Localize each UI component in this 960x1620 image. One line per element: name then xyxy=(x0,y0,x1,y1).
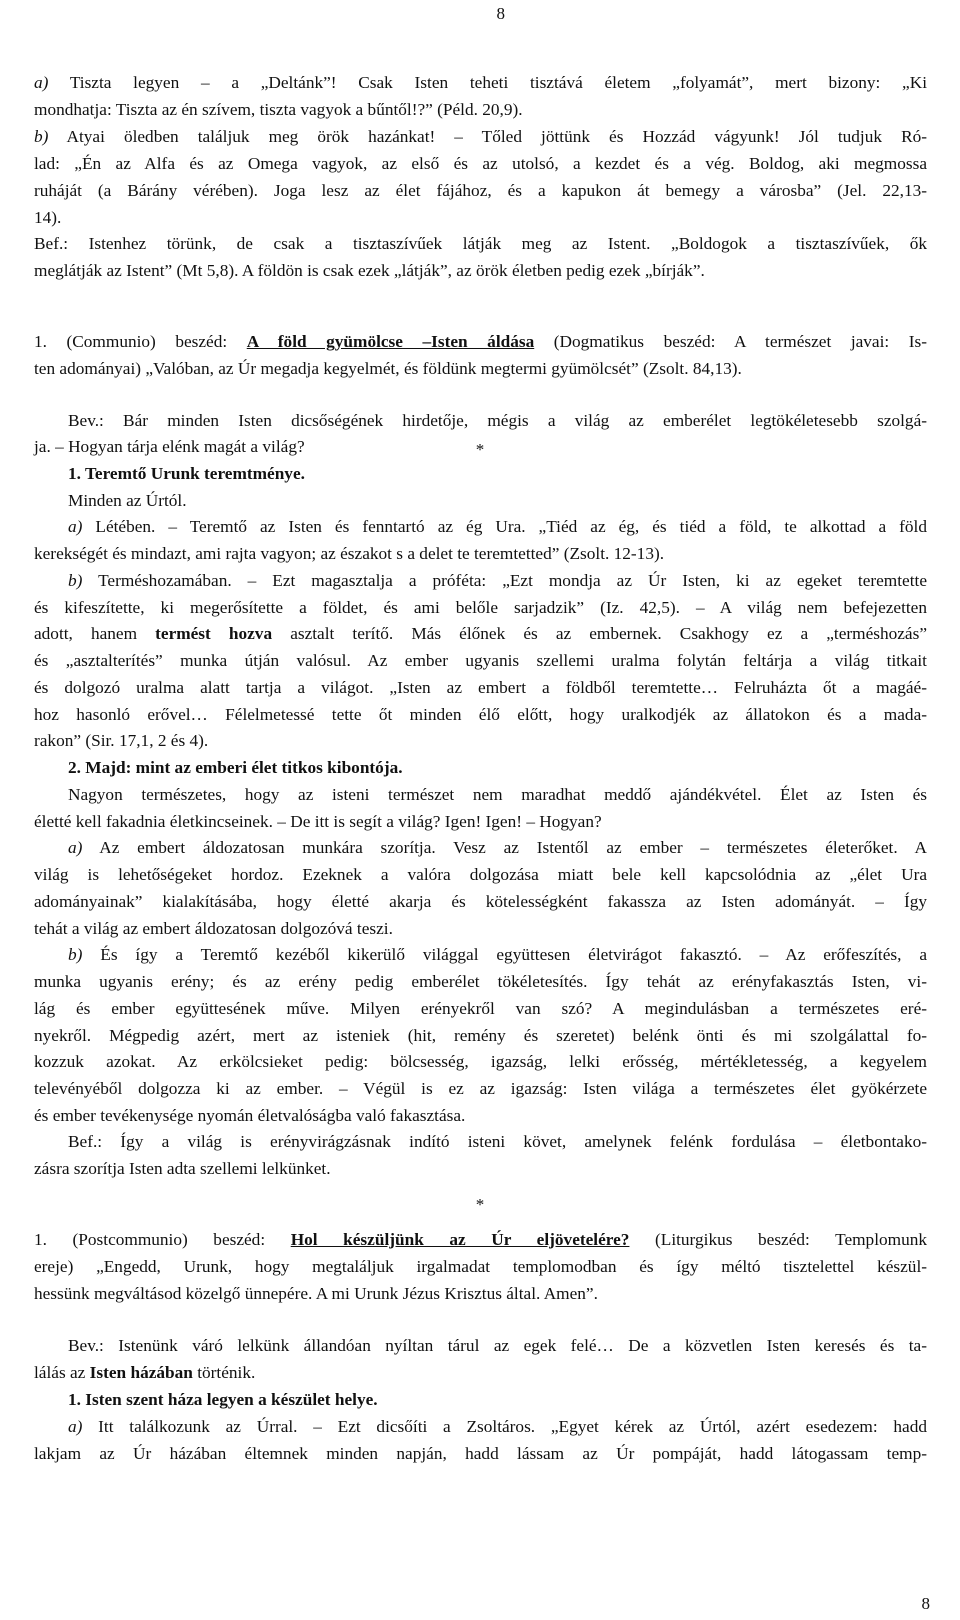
text-line xyxy=(68,756,927,780)
text-segment: nyekről. Mégpedig azért, mert az isteniek (hit, remény és szeretet) belénk önti és mi szolgálattal fo- xyxy=(34,1026,927,1045)
text-segment: Atyai öledben találjuk meg örök hazánkat! – Tőled jöttünk és Hozzád vágyunk! Jól tudjuk Ró- xyxy=(48,127,927,146)
text-segment: adott, hanem xyxy=(34,624,156,643)
bold-text: 2. Majd: mint az emberi élet titkos kibontója. xyxy=(68,758,403,777)
text-line xyxy=(34,703,927,727)
text-line xyxy=(34,729,927,753)
text-line xyxy=(34,152,927,176)
text-line xyxy=(34,1104,927,1128)
text-segment: és „asztalterítés” munka útján valósul. Az ember ugyanis szellemi uralma folytán feltárja a világ titkait xyxy=(34,651,927,670)
text-segment: világ is lehetőségeket hordoz. Ezeknek a valóra dolgozása miatt bele kell kapcsolódnia az „élet Ura xyxy=(34,865,927,884)
text-segment: lakjam az Úr házában éltemnek minden napján, hadd lássam az Úr pompáját, hadd látogassam temp- xyxy=(34,1444,927,1463)
text-segment: asztalt terítő. Más élőnek és az embernek. Csakhogy ez a „terméshozás” xyxy=(272,624,927,643)
text-segment: 1. (Communio) beszéd: xyxy=(34,332,247,351)
text-segment: Nagyon természetes, hogy az isteni természet nem maradhat meddő ajándékvétel. Élet az Isten és xyxy=(68,785,927,804)
text-segment: mondhatja: Tiszta az én szívem, tiszta vagyok a bűntől!?” (Péld. 20,9). xyxy=(34,100,523,119)
text-line xyxy=(68,1334,927,1358)
point-marker: a) xyxy=(68,517,83,536)
text-line xyxy=(34,1361,927,1385)
text-line xyxy=(34,1282,927,1306)
point-marker: a) xyxy=(68,838,83,857)
text-line xyxy=(34,1255,927,1279)
text-line xyxy=(34,1077,927,1101)
text-line xyxy=(34,997,927,1021)
text-line xyxy=(34,206,927,230)
text-segment: Az embert áldozatosan munkára szorítja. Vesz az Istentől az ember – természetes életerőket. A xyxy=(82,838,927,857)
text-segment: Terméshozamában. – Ezt magasztalja a próféta: „Ezt mondja az Úr Isten, ki az egeket teremtette xyxy=(82,571,927,590)
section-separator: * xyxy=(475,440,485,459)
bold-text: termést hozva xyxy=(155,624,273,643)
text-line xyxy=(34,890,927,914)
text-line xyxy=(34,71,927,95)
text-segment: 14). xyxy=(34,208,62,227)
text-line xyxy=(68,489,927,513)
text-segment: ereje) „Engedd, Urunk, hogy megtaláljuk irgalmadat templomodban és így méltó tisztelettel készül- xyxy=(34,1257,927,1276)
text-segment: 1. (Postcommunio) beszéd: xyxy=(34,1230,291,1249)
point-marker: a) xyxy=(68,1417,83,1436)
text-segment: hessünk megváltásod közelgő ünnepére. A mi Urunk Jézus Krisztus által. Amen”. xyxy=(34,1284,598,1303)
point-marker: b) xyxy=(68,571,83,590)
page-number-top: 8 xyxy=(496,4,505,23)
text-segment: és dolgozó uralma alatt tartja a világot. „Isten az embert a földből teremtette… Felruházta őt a magáé- xyxy=(34,678,927,697)
text-segment: Minden az Úrtól. xyxy=(68,491,187,510)
text-segment: Bef.: Istenhez törünk, de csak a tisztaszívűek látják meg az Istent. „Boldogok a tisztaszívűek, ők xyxy=(34,234,927,253)
text-line xyxy=(34,676,927,700)
text-segment: Tiszta legyen – a „Deltánk”! Csak Isten teheti tisztává életem „folyamát”, mert bizony: „Ki xyxy=(48,73,927,92)
text-segment: lad: „Én az Alfa és az Omega vagyok, az első és az utolsó, a kezdet és a vég. Boldog, aki megmossa xyxy=(34,154,927,173)
point-marker: a) xyxy=(34,73,49,92)
text-segment: Itt találkozunk az Úrral. – Ezt dicsőíti a Zsoltáros. „Egyet kérek az Úrtól, azért esedezem: hadd xyxy=(82,1417,927,1436)
text-segment: (Liturgikus beszéd: Templomunk xyxy=(629,1230,928,1249)
text-line xyxy=(34,98,927,122)
text-segment: történik. xyxy=(192,1363,256,1382)
sermon-title: Hol készüljünk az Úr eljövetelére? xyxy=(290,1230,630,1249)
point-marker: b) xyxy=(68,945,83,964)
text-segment: és kifeszítette, ki megerősítette a földet, és ami belőle sarjadzik” (Iz. 42,5). – A világ nem befejezetten xyxy=(34,598,927,617)
sermon-title: A föld gyümölcse –Isten áldása xyxy=(246,332,535,351)
text-line xyxy=(34,649,927,673)
bold-text: Isten házában xyxy=(89,1363,193,1382)
text-line xyxy=(34,125,927,149)
text-line xyxy=(34,622,927,646)
text-segment: hoz hasonló erővel… Félelmetessé tette őt minden élő előtt, hogy uralkodjék az állatokon és a mada- xyxy=(34,705,927,724)
text-line xyxy=(68,1388,927,1412)
text-line xyxy=(34,357,927,381)
text-line xyxy=(34,596,927,620)
text-line xyxy=(68,836,927,860)
text-line xyxy=(34,232,927,256)
text-segment: lálás az xyxy=(34,1363,90,1382)
text-line xyxy=(68,783,927,807)
text-line xyxy=(34,970,927,994)
text-segment: és ember tevékenysége nyomán életvalóságba való fakasztása. xyxy=(34,1106,466,1125)
section-separator: * xyxy=(475,1195,485,1214)
text-line xyxy=(68,1415,927,1439)
point-marker: b) xyxy=(34,127,49,146)
text-line xyxy=(34,917,927,941)
text-line xyxy=(34,259,927,283)
text-line xyxy=(68,409,927,433)
text-segment: Létében. – Teremtő az Isten és fenntartó az ég Ura. „Tiéd az ég, és tiéd a föld, te alkottad a föld xyxy=(82,517,927,536)
text-segment: Bev.: Istenünk váró lelkünk állandóan nyíltan tárul az egek felé… De a közvetlen Isten keresés és ta- xyxy=(68,1336,927,1355)
text-segment: televényéből dolgozza ki az ember. – Végül is ez az igazság: Isten világa a természetes élet gyökérzete xyxy=(34,1079,927,1098)
text-segment: ja. – Hogyan tárja elénk magát a világ? xyxy=(34,437,305,456)
text-segment: ruháját (a Bárány vérében). Joga lesz az élet fájához, és a kapukon át bemegy a városba” (Jel. 22,13- xyxy=(34,181,927,200)
text-segment: rakon” (Sir. 17,1, 2 és 4). xyxy=(34,731,209,750)
text-line xyxy=(68,462,927,486)
page-number-bottom: 8 xyxy=(921,1594,930,1613)
text-line xyxy=(34,810,927,834)
text-segment: kozzuk azokat. Az erkölcsieket pedig: bölcsesség, igazság, lelki erősség, mértékletesség, a kegyelem xyxy=(34,1052,927,1071)
text-line xyxy=(68,1130,927,1154)
text-segment: lág és ember együttesének műve. Milyen erényekről van szó? A megindulásban a természetes eré- xyxy=(34,999,927,1018)
text-line xyxy=(34,179,927,203)
text-line xyxy=(68,515,927,539)
text-line xyxy=(34,330,927,354)
text-line xyxy=(34,1050,927,1074)
bold-text: 1. Teremtő Urunk teremtménye. xyxy=(68,464,305,483)
text-line xyxy=(34,863,927,887)
text-line xyxy=(34,1157,927,1181)
bold-text: 1. Isten szent háza legyen a készület helye. xyxy=(68,1390,378,1409)
text-segment: Bev.: Bár minden Isten dicsőségének hirdetője, mégis a világ az emberélet legtökéletesebb szolgá- xyxy=(68,411,927,430)
text-segment: életté kell fakadnia életkincseinek. – De itt is segít a világ? Igen! Igen! – Hogyan? xyxy=(34,812,602,831)
text-segment: zásra szorítja Isten adta szellemi lelkünket. xyxy=(34,1159,331,1178)
text-line xyxy=(68,569,927,593)
text-line xyxy=(68,943,927,967)
text-segment: meglátják az Istent” (Mt 5,8). A földön is csak ezek „látják”, az örök életben pedig ezek „bírják”. xyxy=(34,261,705,280)
text-line xyxy=(34,1024,927,1048)
text-segment: És így a Teremtő kezéből kikerülő világgal együttesen életvirágot fakasztó. – Az erőfeszítés, a xyxy=(82,945,927,964)
text-line xyxy=(34,542,927,566)
text-segment: tehát a világ az embert áldozatosan dolgozóvá teszi. xyxy=(34,919,393,938)
text-segment: adományainak” kialakításába, hogy életté akarja és kötelességként fakassza az Isten adományát. – Így xyxy=(34,892,927,911)
text-line xyxy=(34,1228,927,1252)
text-segment: ten adományai) „Valóban, az Úr megadja kegyelmét, és földünk megtermi gyümölcsét” (Zsolt. 84,13). xyxy=(34,359,742,378)
text-segment: Bef.: Így a világ is erényvirágzásnak indító isteni követ, amelynek felénk fordulása – életbontako- xyxy=(68,1132,927,1151)
text-segment: kerekségét és mindazt, ami rajta vagyon; az északot s a delet te teremtetted” (Zsolt. 12-13). xyxy=(34,544,665,563)
text-segment: (Dogmatikus beszéd: A természet javai: Is- xyxy=(534,332,927,351)
text-line xyxy=(34,1442,927,1466)
text-segment: munka ugyanis erény; és az erény pedig emberélet tökéletesítés. Így tehát az erényfakasztás Isten, vi- xyxy=(34,972,927,991)
